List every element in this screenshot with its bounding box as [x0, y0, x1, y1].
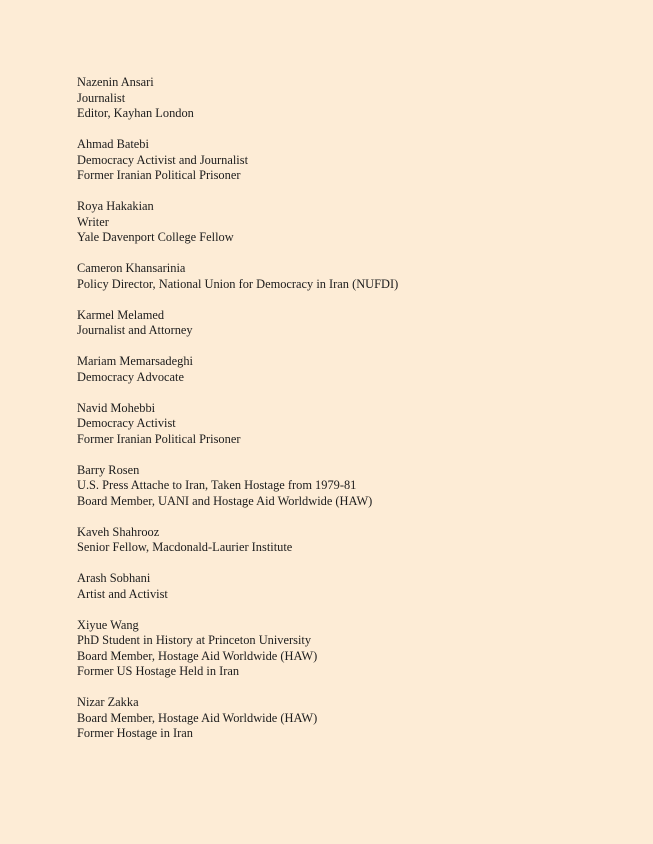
signatory-entry — [77, 525, 653, 556]
signatory-entry — [77, 199, 653, 246]
signatory-title: Democracy Advocate — [77, 369, 184, 384]
signatory-name: Nizar Zakka — [77, 695, 139, 709]
signatory-entry — [77, 695, 653, 742]
signatory-entry — [77, 463, 653, 510]
signatory-title: Journalist — [77, 90, 126, 105]
signatory-title: Former Iranian Political Prisoner — [77, 431, 241, 446]
signatory-name: Kaveh Shahrooz — [77, 524, 160, 539]
signatory-title: Former Iranian Political Prisoner — [77, 168, 241, 182]
signatory-entry — [77, 137, 653, 184]
signatory-name: Karmel Melamed — [77, 307, 165, 322]
signatory-title: Board Member, UANI and Hostage Aid Worldwide (HAW) — [77, 493, 373, 508]
signatory-name: Arash Sobhani — [77, 571, 151, 585]
signatory-name: Xiyue Wang — [77, 617, 139, 632]
signatory-title: Former Hostage in Iran — [77, 726, 193, 740]
signatory-name: Navid Mohebbi — [77, 400, 156, 415]
signatory-entry — [77, 401, 653, 448]
signatory-title: Board Member, Hostage Aid Worldwide (HAW) — [77, 710, 318, 725]
signatory-title: Former US Hostage Held in Iran — [77, 664, 240, 678]
signatory-name: Ahmad Batebi — [77, 137, 149, 151]
signatory-entry — [77, 308, 653, 339]
signatory-entry — [77, 354, 653, 385]
signatory-title: Yale Davenport College Fellow — [77, 230, 234, 244]
signatory-title: Policy Director, National Union for Democracy in Iran (NUFDI) — [77, 276, 399, 291]
signatory-title: Senior Fellow, Macdonald-Laurier Institute — [77, 540, 293, 554]
signatory-title: Journalist and Attorney — [77, 323, 193, 337]
signatory-name: Barry Rosen — [77, 462, 140, 477]
signatory-title: Democracy Activist and Journalist — [77, 152, 249, 167]
signatory-title: PhD Student in History at Princeton University — [77, 633, 312, 647]
signatory-entry — [77, 618, 653, 680]
signatory-entry — [77, 75, 653, 122]
signatory-title: Writer — [77, 214, 109, 229]
signatory-name: Mariam Memarsadeghi — [77, 354, 193, 368]
signatory-title: Democracy Activist — [77, 416, 176, 430]
signatory-title: Board Member, Hostage Aid Worldwide (HAW) — [77, 648, 318, 663]
signatory-title: Editor, Kayhan London — [77, 106, 194, 120]
signatory-name: Roya Hakakian — [77, 199, 154, 213]
signatory-title: Artist and Activist — [77, 586, 168, 601]
signatory-entry — [77, 571, 653, 602]
signatory-entry — [77, 261, 653, 292]
signatory-name: Cameron Khansarinia — [77, 261, 186, 275]
signatory-name: Nazenin Ansari — [77, 75, 154, 89]
signatory-title: U.S. Press Attache to Iran, Taken Hostage from 1979-81 — [77, 478, 357, 492]
